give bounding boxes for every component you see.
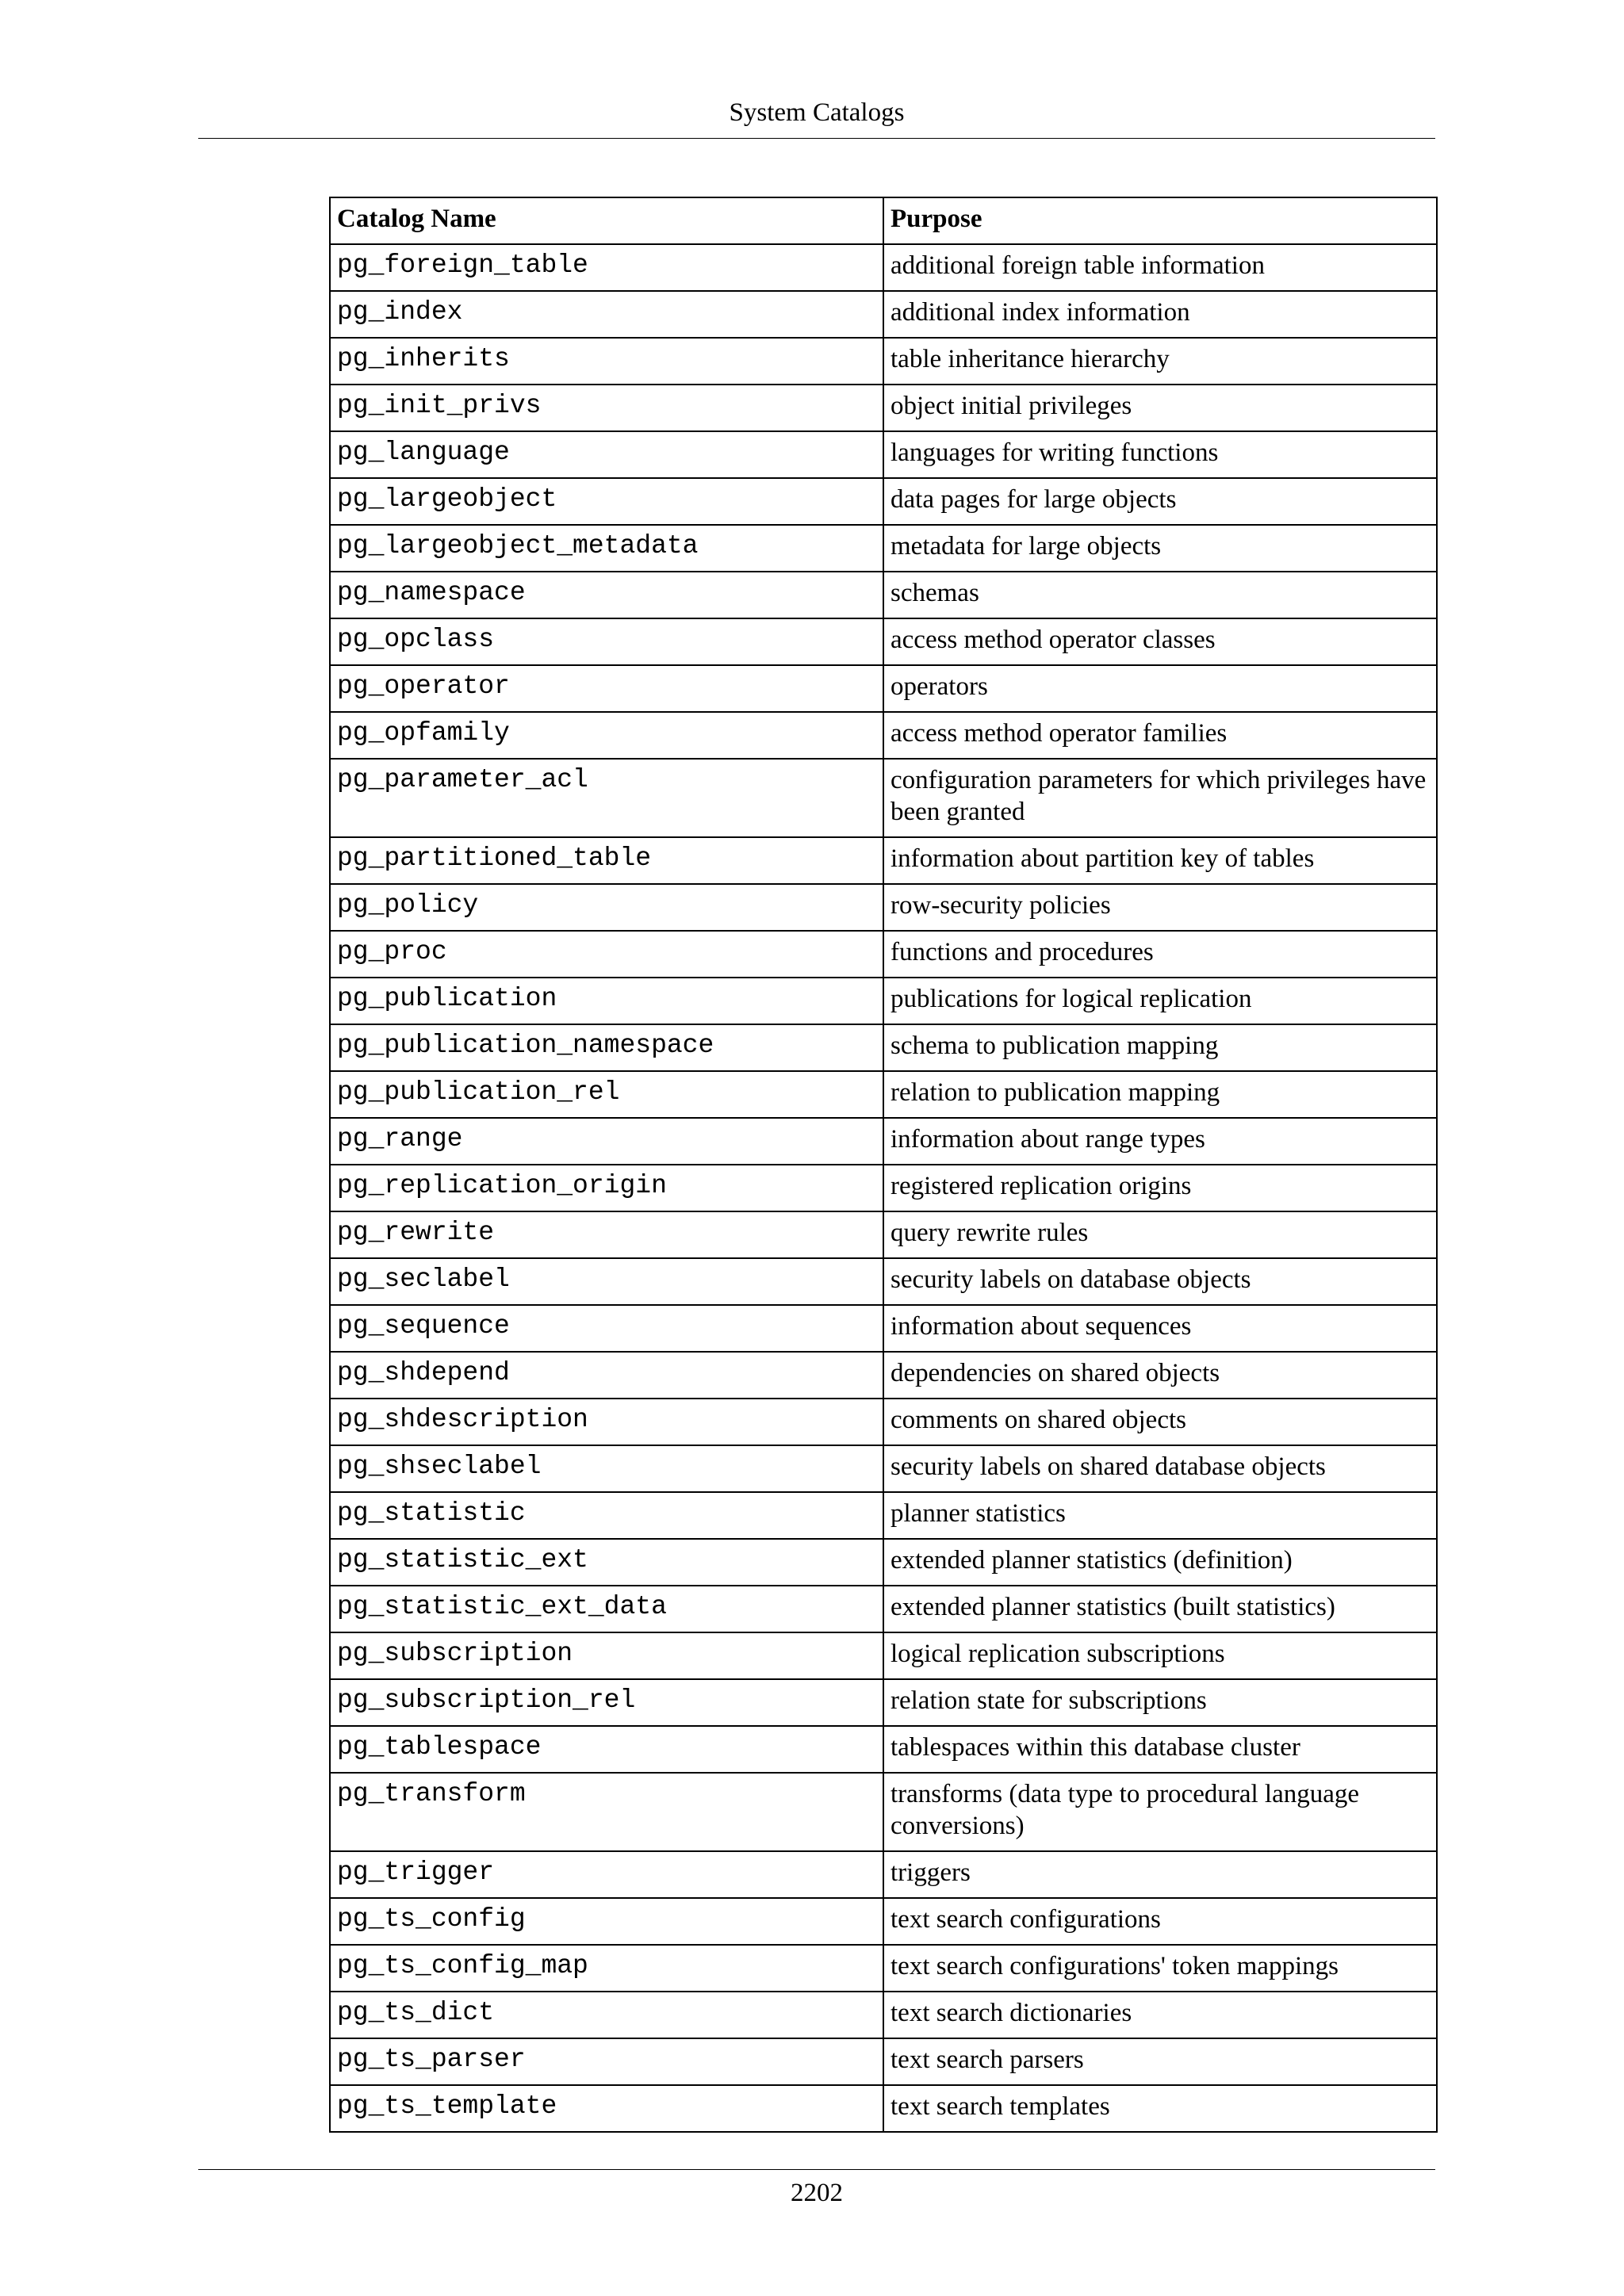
table-row bbox=[330, 525, 1437, 572]
catalog-name-cell: pg_proc bbox=[330, 931, 883, 978]
catalog-name-cell: pg_ts_dict bbox=[330, 1992, 883, 2038]
purpose-cell: information about sequences bbox=[883, 1305, 1437, 1352]
table-row bbox=[330, 1399, 1437, 1445]
purpose-cell: triggers bbox=[883, 1851, 1437, 1898]
purpose-cell: comments on shared objects bbox=[883, 1399, 1437, 1445]
catalog-table bbox=[329, 197, 1438, 2133]
purpose-cell: information about range types bbox=[883, 1118, 1437, 1165]
catalog-name-cell: pg_partitioned_table bbox=[330, 837, 883, 884]
catalog-name-cell: pg_subscription_rel bbox=[330, 1679, 883, 1726]
catalog-name-cell: pg_opfamily bbox=[330, 712, 883, 759]
table-row bbox=[330, 2038, 1437, 2085]
catalog-name-cell: pg_publication_rel bbox=[330, 1071, 883, 1118]
catalog-name-cell: pg_range bbox=[330, 1118, 883, 1165]
purpose-cell: text search parsers bbox=[883, 2038, 1437, 2085]
purpose-cell: publications for logical replication bbox=[883, 978, 1437, 1024]
purpose-cell: logical replication subscriptions bbox=[883, 1632, 1437, 1679]
table-row bbox=[330, 1945, 1437, 1992]
purpose-cell: data pages for large objects bbox=[883, 478, 1437, 525]
table-row bbox=[330, 837, 1437, 884]
purpose-cell: additional foreign table information bbox=[883, 244, 1437, 291]
purpose-cell: schemas bbox=[883, 572, 1437, 618]
table-row bbox=[330, 1352, 1437, 1399]
catalog-name-cell: pg_statistic_ext_data bbox=[330, 1586, 883, 1632]
purpose-cell: row-security policies bbox=[883, 884, 1437, 931]
header-rule bbox=[198, 138, 1435, 139]
purpose-cell: languages for writing functions bbox=[883, 431, 1437, 478]
catalog-name-cell: pg_inherits bbox=[330, 338, 883, 385]
table-row bbox=[330, 1898, 1437, 1945]
table-row bbox=[330, 1679, 1437, 1726]
purpose-cell: transforms (data type to procedural language conversions) bbox=[883, 1773, 1437, 1851]
catalog-name-cell: pg_publication bbox=[330, 978, 883, 1024]
catalog-name-cell: pg_rewrite bbox=[330, 1211, 883, 1258]
catalog-name-cell: pg_operator bbox=[330, 665, 883, 712]
purpose-cell: object initial privileges bbox=[883, 385, 1437, 431]
purpose-cell: registered replication origins bbox=[883, 1165, 1437, 1211]
purpose-cell: text search configurations bbox=[883, 1898, 1437, 1945]
catalog-name-cell: pg_replication_origin bbox=[330, 1165, 883, 1211]
catalog-name-cell: pg_largeobject_metadata bbox=[330, 525, 883, 572]
catalog-name-cell: pg_foreign_table bbox=[330, 244, 883, 291]
purpose-cell: relation state for subscriptions bbox=[883, 1679, 1437, 1726]
catalog-name-cell: pg_ts_config bbox=[330, 1898, 883, 1945]
purpose-cell: metadata for large objects bbox=[883, 525, 1437, 572]
table-row bbox=[330, 1071, 1437, 1118]
table-row bbox=[330, 759, 1437, 837]
purpose-cell: access method operator families bbox=[883, 712, 1437, 759]
table-row bbox=[330, 478, 1437, 525]
table-row bbox=[330, 931, 1437, 978]
catalog-name-cell: pg_namespace bbox=[330, 572, 883, 618]
table-row bbox=[330, 1632, 1437, 1679]
page-header-title: System Catalogs bbox=[729, 98, 905, 127]
purpose-cell: text search configurations' token mappings bbox=[883, 1945, 1437, 1992]
catalog-name-cell: pg_init_privs bbox=[330, 385, 883, 431]
table-row bbox=[330, 1726, 1437, 1773]
table-row bbox=[330, 1305, 1437, 1352]
purpose-cell: text search dictionaries bbox=[883, 1992, 1437, 2038]
table-row bbox=[330, 1024, 1437, 1071]
catalog-name-cell: pg_ts_config_map bbox=[330, 1945, 883, 1992]
table-row bbox=[330, 572, 1437, 618]
catalog-name-cell: pg_statistic_ext bbox=[330, 1539, 883, 1586]
catalog-name-cell: pg_sequence bbox=[330, 1305, 883, 1352]
purpose-cell: tablespaces within this database cluster bbox=[883, 1726, 1437, 1773]
table-row bbox=[330, 1773, 1437, 1851]
table-body bbox=[330, 244, 1437, 2132]
catalog-name-cell: pg_trigger bbox=[330, 1851, 883, 1898]
table-row bbox=[330, 1165, 1437, 1211]
purpose-cell: security labels on shared database objects bbox=[883, 1445, 1437, 1492]
table-row bbox=[330, 618, 1437, 665]
catalog-name-cell: pg_index bbox=[330, 291, 883, 338]
table-row bbox=[330, 1851, 1437, 1898]
purpose-cell: information about partition key of tables bbox=[883, 837, 1437, 884]
purpose-cell: query rewrite rules bbox=[883, 1211, 1437, 1258]
purpose-cell: functions and procedures bbox=[883, 931, 1437, 978]
catalog-name-cell: pg_tablespace bbox=[330, 1726, 883, 1773]
table-row bbox=[330, 1258, 1437, 1305]
purpose-cell: extended planner statistics (built statistics) bbox=[883, 1586, 1437, 1632]
table-row bbox=[330, 1445, 1437, 1492]
catalog-name-cell: pg_parameter_acl bbox=[330, 759, 883, 837]
page-number: 2202 bbox=[791, 2179, 843, 2207]
catalog-name-cell: pg_seclabel bbox=[330, 1258, 883, 1305]
table-row bbox=[330, 1539, 1437, 1586]
purpose-cell: security labels on database objects bbox=[883, 1258, 1437, 1305]
table-row bbox=[330, 1586, 1437, 1632]
table-row bbox=[330, 338, 1437, 385]
purpose-cell: planner statistics bbox=[883, 1492, 1437, 1539]
catalog-name-cell: pg_largeobject bbox=[330, 478, 883, 525]
table-row bbox=[330, 1492, 1437, 1539]
catalog-name-cell: pg_shdepend bbox=[330, 1352, 883, 1399]
purpose-cell: access method operator classes bbox=[883, 618, 1437, 665]
purpose-cell: additional index information bbox=[883, 291, 1437, 338]
catalog-name-cell: pg_ts_parser bbox=[330, 2038, 883, 2085]
catalog-name-cell: pg_ts_template bbox=[330, 2085, 883, 2132]
table-header-row bbox=[330, 197, 1437, 244]
catalog-name-cell: pg_subscription bbox=[330, 1632, 883, 1679]
purpose-cell: configuration parameters for which privileges have been granted bbox=[883, 759, 1437, 837]
catalog-name-cell: pg_opclass bbox=[330, 618, 883, 665]
purpose-cell: schema to publication mapping bbox=[883, 1024, 1437, 1071]
catalog-name-cell: pg_transform bbox=[330, 1773, 883, 1851]
table-row bbox=[330, 2085, 1437, 2132]
table-row bbox=[330, 1118, 1437, 1165]
catalog-name-cell: pg_shdescription bbox=[330, 1399, 883, 1445]
column-header-purpose: Purpose bbox=[883, 197, 1437, 244]
purpose-cell: text search templates bbox=[883, 2085, 1437, 2132]
purpose-cell: table inheritance hierarchy bbox=[883, 338, 1437, 385]
table-row bbox=[330, 291, 1437, 338]
table-row bbox=[330, 385, 1437, 431]
table-row bbox=[330, 884, 1437, 931]
table-row bbox=[330, 978, 1437, 1024]
purpose-cell: dependencies on shared objects bbox=[883, 1352, 1437, 1399]
catalog-name-cell: pg_language bbox=[330, 431, 883, 478]
table-row bbox=[330, 665, 1437, 712]
purpose-cell: relation to publication mapping bbox=[883, 1071, 1437, 1118]
purpose-cell: extended planner statistics (definition) bbox=[883, 1539, 1437, 1586]
table-row bbox=[330, 244, 1437, 291]
catalog-name-cell: pg_policy bbox=[330, 884, 883, 931]
table-row bbox=[330, 1992, 1437, 2038]
catalog-name-cell: pg_statistic bbox=[330, 1492, 883, 1539]
catalog-name-cell: pg_publication_namespace bbox=[330, 1024, 883, 1071]
footer-rule bbox=[198, 2169, 1435, 2170]
catalog-name-cell: pg_shseclabel bbox=[330, 1445, 883, 1492]
purpose-cell: operators bbox=[883, 665, 1437, 712]
table-row bbox=[330, 712, 1437, 759]
table-row bbox=[330, 1211, 1437, 1258]
column-header-catalog-name: Catalog Name bbox=[330, 197, 883, 244]
table-row bbox=[330, 431, 1437, 478]
